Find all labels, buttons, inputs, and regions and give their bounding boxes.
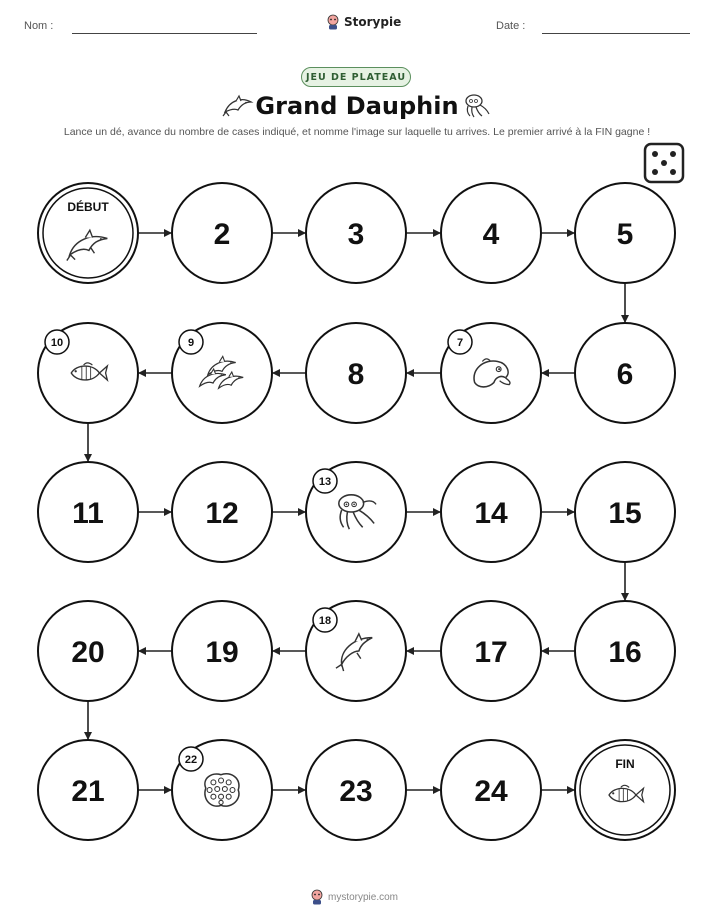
- board-space-11: [38, 462, 138, 562]
- board-space-23: [306, 740, 406, 840]
- fish-eggs-icon: [205, 774, 239, 806]
- space-number-badge-label: 18: [318, 615, 332, 627]
- board-space-15: [575, 462, 675, 562]
- space-number: 21: [71, 775, 105, 808]
- board-space-20: [38, 601, 138, 701]
- category-badge: JEU DE PLATEAU: [301, 67, 411, 87]
- board-space-18: [306, 601, 406, 701]
- end-label: FIN: [615, 757, 635, 771]
- board-space-2: [172, 183, 272, 283]
- space-number: 6: [616, 358, 634, 391]
- space-number-badge-label: 22: [184, 754, 198, 766]
- board-space-8: [306, 323, 406, 423]
- space-number: 14: [474, 497, 508, 530]
- space-number: 15: [608, 497, 642, 530]
- board-space-10: [38, 323, 138, 423]
- board-space-13: [306, 462, 406, 562]
- board-space-4: [441, 183, 541, 283]
- space-number-badge-label: 13: [318, 476, 332, 488]
- board-space-25: [575, 740, 675, 840]
- space-number: 2: [213, 218, 231, 251]
- space-number: 20: [71, 636, 105, 669]
- space-number: 19: [205, 636, 239, 669]
- board-space-24: [441, 740, 541, 840]
- space-number: 23: [339, 775, 373, 808]
- footer-site: mystorypie.com: [328, 891, 399, 903]
- space-number: 11: [72, 497, 104, 530]
- space-number: 16: [608, 636, 642, 669]
- board-space-6: [575, 323, 675, 423]
- page-title: Grand Dauphin: [255, 92, 459, 120]
- storypie-mascot-icon: [310, 889, 324, 905]
- board-space-1: [38, 183, 138, 283]
- space-number: 24: [474, 775, 508, 808]
- start-label: DÉBUT: [67, 200, 109, 214]
- board-space-9: [172, 323, 272, 423]
- board-space-12: [172, 462, 272, 562]
- board-space-19: [172, 601, 272, 701]
- space-number-badge-label: 10: [50, 337, 64, 349]
- board-spaces: [38, 183, 675, 840]
- board-space-17: [441, 601, 541, 701]
- space-number: 5: [616, 218, 634, 251]
- brand-name: Storypie: [344, 15, 402, 29]
- board-space-21: [38, 740, 138, 840]
- space-number: 17: [474, 636, 508, 669]
- space-number: 12: [205, 497, 239, 530]
- board-space-5: [575, 183, 675, 283]
- board-space-16: [575, 601, 675, 701]
- date-label: Date :: [496, 20, 526, 32]
- space-number-badge-label: 7: [456, 337, 464, 349]
- board-space-3: [306, 183, 406, 283]
- board-space-7: [441, 323, 541, 423]
- footer: [310, 889, 398, 905]
- instructions-text: Lance un dé, avance du nombre de cases indiqué, et nomme l'image sur laquelle tu arrives. Le premier arrivé à la FIN gagne !: [63, 126, 651, 138]
- board-space-22: [172, 740, 272, 840]
- space-number: 3: [347, 218, 365, 251]
- space-number: 8: [347, 358, 365, 391]
- space-number: 4: [482, 218, 500, 251]
- board-space-14: [441, 462, 541, 562]
- space-number-badge-label: 9: [187, 337, 195, 349]
- name-label: Nom :: [24, 20, 54, 32]
